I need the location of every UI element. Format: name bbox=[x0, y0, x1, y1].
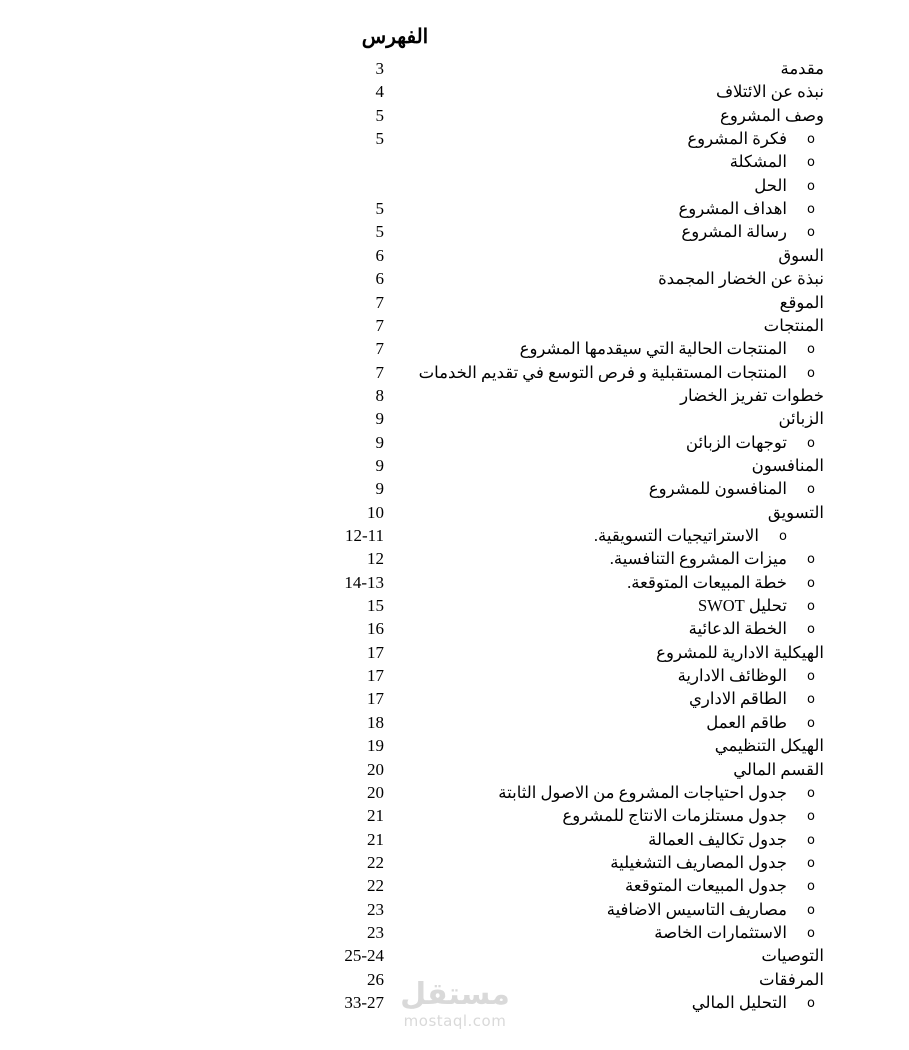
toc-entry bbox=[0, 104, 909, 127]
toc-entry-label: المنتجات bbox=[763, 315, 824, 335]
watermark-latin: mostaql.com bbox=[403, 1012, 507, 1030]
toc-entry-page: 9 bbox=[375, 432, 384, 452]
toc-entry-page: 22 bbox=[367, 876, 384, 896]
toc-entry-page: 5 bbox=[375, 105, 384, 125]
toc-entry-label: الهيكلية الادارية للمشروع bbox=[656, 642, 824, 662]
toc-entry-label: ميزات المشروع التنافسية. bbox=[609, 549, 787, 569]
toc-bullet: o bbox=[807, 692, 815, 708]
toc-bullet: o bbox=[807, 155, 815, 171]
toc-entry bbox=[0, 524, 909, 547]
toc-entry-page: 7 bbox=[375, 339, 384, 359]
toc-entry-label: جدول احتياجات المشروع من الاصول الثابتة bbox=[498, 782, 787, 802]
toc-title: الفهرس bbox=[361, 26, 429, 48]
toc-entry bbox=[0, 921, 909, 944]
toc-entry-label: التسويق bbox=[767, 502, 824, 522]
toc-entry-label: الموقع bbox=[779, 292, 824, 312]
toc-entry-page: 15 bbox=[367, 596, 384, 616]
toc-entry-page: 22 bbox=[367, 852, 384, 872]
toc-entry-label: تحليل SWOT bbox=[697, 596, 787, 616]
toc-bullet: o bbox=[807, 809, 815, 825]
toc-entry-page: 4 bbox=[375, 82, 384, 102]
toc-entry-page: 20 bbox=[367, 782, 384, 802]
toc-bullet: o bbox=[807, 855, 815, 871]
toc-entry-page: 9 bbox=[375, 479, 384, 499]
toc-entry-label: الهيكل التنظيمي bbox=[714, 736, 824, 756]
toc-entry-page: 14-13 bbox=[344, 572, 384, 592]
toc-entry-page: 7 bbox=[375, 315, 384, 335]
toc-entry-label: جدول مستلزمات الانتاج للمشروع bbox=[562, 806, 787, 826]
toc-entry-label: الاستثمارات الخاصة bbox=[654, 922, 787, 942]
toc-bullet: o bbox=[807, 879, 815, 895]
toc-entry bbox=[0, 454, 909, 477]
toc-entry-label: الطاقم الاداري bbox=[689, 689, 787, 709]
toc-entry bbox=[0, 57, 909, 80]
toc-entry-page: 5 bbox=[375, 222, 384, 242]
toc-entry-label: القسم المالي bbox=[733, 759, 824, 779]
toc-entry-page: 10 bbox=[367, 502, 384, 522]
toc-entry bbox=[0, 337, 909, 360]
toc-entry-page: 5 bbox=[375, 199, 384, 219]
toc-entry-page: 33-27 bbox=[344, 993, 384, 1012]
toc-bullet: o bbox=[807, 925, 815, 941]
toc-entry-label: جدول المصاريف التشغيلية bbox=[610, 852, 787, 872]
toc-entry-page: 25-24 bbox=[344, 946, 384, 966]
toc-entry-page: 18 bbox=[367, 712, 384, 732]
toc-entry bbox=[0, 80, 909, 103]
toc-entry-page: 23 bbox=[367, 922, 384, 942]
toc-entry-page: 17 bbox=[367, 689, 384, 709]
toc-entry-page: 26 bbox=[367, 969, 384, 989]
toc-entry-page: 5 bbox=[375, 129, 384, 149]
toc-entry-page: 19 bbox=[367, 736, 384, 756]
toc-entry bbox=[0, 781, 909, 804]
toc-bullet: o bbox=[807, 132, 815, 148]
toc-entry bbox=[0, 594, 909, 617]
toc-entry-page: 12 bbox=[367, 549, 384, 569]
toc-entry bbox=[0, 501, 909, 524]
toc-entry bbox=[0, 664, 909, 687]
toc-entry-label: وصف المشروع bbox=[720, 105, 824, 125]
toc-entry-label: المنافسون للمشروع bbox=[648, 479, 787, 499]
toc-entry-label: رسالة المشروع bbox=[681, 222, 787, 242]
toc-entry bbox=[0, 150, 909, 173]
toc-entry-label: مصاريف التاسيس الاضافية bbox=[606, 899, 787, 919]
toc-entry bbox=[0, 758, 909, 781]
toc-bullet: o bbox=[807, 365, 815, 381]
watermark-arabic: مستقل bbox=[400, 977, 510, 1012]
toc-bullet: o bbox=[807, 715, 815, 731]
toc-entry-label: خطوات تفريز الخضار bbox=[680, 385, 824, 405]
toc-entry-label: المنتجات الحالية التي سيقدمها المشروع bbox=[519, 339, 787, 359]
toc-entry bbox=[0, 361, 909, 384]
toc-entry-page: 3 bbox=[375, 59, 384, 78]
toc-entry-label: نبذه عن الائتلاف bbox=[715, 82, 824, 102]
toc-entry bbox=[0, 711, 909, 734]
toc-entry bbox=[0, 734, 909, 757]
toc-entry bbox=[0, 851, 909, 874]
toc-entry bbox=[0, 898, 909, 921]
toc-bullet: o bbox=[779, 529, 787, 544]
toc-bullet: o bbox=[807, 669, 815, 685]
toc-entry bbox=[0, 944, 909, 967]
toc-entry-page: 9 bbox=[375, 455, 384, 475]
toc-entry-label: المنتجات المستقبلية و فرص التوسع في تقديم الخدمات bbox=[418, 362, 787, 382]
toc-bullet: o bbox=[807, 202, 815, 218]
toc-entry bbox=[0, 641, 909, 664]
toc-entry bbox=[0, 244, 909, 267]
toc-bullet: o bbox=[807, 622, 815, 638]
toc-entry bbox=[0, 291, 909, 314]
toc-bullet: o bbox=[807, 482, 815, 498]
toc-entry-page: 12-11 bbox=[344, 526, 384, 545]
toc-entry-label: الوظائف الادارية bbox=[677, 666, 787, 686]
toc-entry-page: 17 bbox=[367, 666, 384, 686]
toc-entry-label: المرفقات bbox=[758, 969, 824, 989]
toc-entry bbox=[0, 127, 909, 150]
toc-entry bbox=[0, 547, 909, 570]
toc-entry-label: اهداف المشروع bbox=[678, 199, 787, 219]
toc-entry-label: الخطة الدعائية bbox=[688, 619, 787, 639]
toc-bullet: o bbox=[807, 785, 815, 801]
toc-entry-label: الاستراتيجيات التسويقية. bbox=[593, 526, 759, 545]
toc-bullet: o bbox=[807, 832, 815, 848]
toc-entry-page: 7 bbox=[375, 362, 384, 382]
toc-entry bbox=[0, 874, 909, 897]
toc-entry-page: 16 bbox=[367, 619, 384, 639]
toc-entry bbox=[0, 617, 909, 640]
toc-bullet: o bbox=[807, 552, 815, 568]
toc-entry bbox=[0, 804, 909, 827]
toc-entry bbox=[0, 407, 909, 430]
toc-entry bbox=[0, 267, 909, 290]
toc-entry bbox=[0, 197, 909, 220]
toc-entry bbox=[0, 828, 909, 851]
toc-entry-label: الحل bbox=[754, 175, 787, 195]
toc-bullet: o bbox=[807, 342, 815, 358]
toc-entry bbox=[0, 174, 909, 197]
toc-entry-page: 6 bbox=[375, 269, 384, 289]
toc-entry-label: نبذة عن الخضار المجمدة bbox=[658, 269, 824, 289]
toc-entry bbox=[0, 687, 909, 710]
toc-bullet: o bbox=[807, 575, 815, 591]
toc-entry-page: 6 bbox=[375, 245, 384, 265]
toc-entry-label: فكرة المشروع bbox=[687, 129, 787, 149]
toc-entry-label: جدول المبيعات المتوقعة bbox=[624, 876, 787, 896]
toc-entry-page: 9 bbox=[375, 409, 384, 429]
toc-entry bbox=[0, 571, 909, 594]
toc-bullet: o bbox=[807, 435, 815, 451]
toc-entry-page: 7 bbox=[375, 292, 384, 312]
toc-entry-page: 8 bbox=[375, 385, 384, 405]
toc-entry-label: التوصيات bbox=[761, 946, 824, 966]
toc-entry-page: 23 bbox=[367, 899, 384, 919]
toc-entry-label: التحليل المالي bbox=[691, 993, 787, 1012]
mostaql-watermark bbox=[398, 978, 512, 1030]
toc-entry bbox=[0, 477, 909, 500]
toc-entry-label: توجهات الزبائن bbox=[685, 432, 787, 452]
toc-entry-label: المشكلة bbox=[729, 152, 787, 172]
toc-entry-label: مقدمة bbox=[780, 59, 824, 78]
toc-entry bbox=[0, 314, 909, 337]
toc-bullet: o bbox=[807, 996, 815, 1011]
toc-entry-label: الزبائن bbox=[778, 409, 824, 429]
toc-entry-label: خطة المبيعات المتوقعة. bbox=[627, 572, 787, 592]
toc-entry-page: 21 bbox=[367, 829, 384, 849]
toc-entry-page: 20 bbox=[367, 759, 384, 779]
toc-bullet: o bbox=[807, 225, 815, 241]
toc-entry-label: جدول تكاليف العمالة bbox=[648, 829, 787, 849]
toc-entry-page: 21 bbox=[367, 806, 384, 826]
toc-entry bbox=[0, 384, 909, 407]
toc-entry-label: المنافسون bbox=[751, 455, 824, 475]
toc-entry-label: طاقم العمل bbox=[706, 712, 787, 732]
toc-bullet: o bbox=[807, 178, 815, 194]
toc-bullet: o bbox=[807, 599, 815, 615]
toc-bullet: o bbox=[807, 902, 815, 918]
toc-entry bbox=[0, 431, 909, 454]
toc-entry bbox=[0, 220, 909, 243]
toc-entry-page: 17 bbox=[367, 642, 384, 662]
toc-entry-label: السوق bbox=[778, 245, 824, 265]
